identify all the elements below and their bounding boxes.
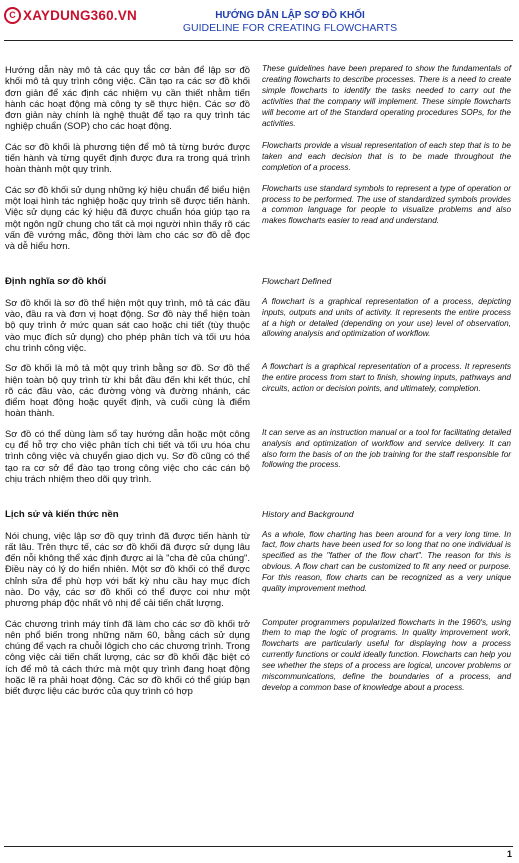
paragraph-row: [0, 530, 519, 609]
english-paragraph: A flowchart is a graphical representation of a process, depicting inputs, outputs and units of activity. It represents the entire process at a high or detailed (depending on your use) level of observation, allowing analysis and optimization of workflow.: [262, 296, 511, 339]
english-paragraph: Computer programmers popularized flowcharts in the 1960's, using them to map the logic of programs. In quality improvement work, flowcharts are particularly useful for displaying how a process currently functions or could ideally function. Flowcharts can help you see whether the steps of a process are logical, uncover problems or miscommunications, define the boundaries of a process, and develop a common base of knowledge about a process.: [262, 617, 511, 693]
paragraph-row: [0, 184, 519, 252]
vietnamese-paragraph: Sơ đồ có thể dùng làm sổ tay hướng dẫn hoặc một công cụ để hỗ trợ cho việc phân tích chi tiết và tối ưu hóa chu trình công việc và chuyển giao dịch vụ. Sơ đồ cũng có thể tạo ra cơ sở để đào tạo trong công việc cho các cán bộ chịu trách nhiệm theo dõi quy trình.: [5, 427, 250, 484]
english-paragraph: These guidelines have been prepared to show the fundamentals of creating flowcharts to describe processes. There is a need to create simple flowcharts to identify the tasks needed to carry out the activities that the company will implement. These simple flowcharts will become art of the Standard operating procedures SOPs, for the activities.: [262, 64, 511, 128]
paragraph-row: [0, 618, 519, 697]
paragraph-row: [0, 64, 519, 132]
english-paragraph: Flowcharts provide a visual representation of each step that is to be taken and each decision that is to be made throughout the completion of a process.: [262, 140, 511, 172]
vietnamese-paragraph: Các sơ đồ khối sử dụng những ký hiệu chuẩn để biểu hiện một loại hình tác nghiệp hoặc quy trình sẽ được tiến hành. Việc sử dụng các ký hiệu đã được chuẩn hóa giúp tạo ra một ngôn ngữ chung cho tất cả mọi người nhìn thấy rõ các vấn đề vướng mắc, đồng thời làm cho các sơ đồ dễ đọc và dễ hiểu hơn.: [5, 183, 250, 252]
title-vietnamese: HƯỚNG DẪN LẬP SƠ ĐỒ KHỐI: [215, 10, 365, 21]
section-heading-english: History and Background: [262, 509, 354, 520]
section-heading-vietnamese: Định nghĩa sơ đồ khối: [5, 276, 107, 288]
vietnamese-paragraph: Các chương trình máy tính đã làm cho các sơ đồ khối trở nên phổ biến trong những năm 60, bằng cách sử dụng chúng để vạch ra chuỗi lôgich cho các chương trình. Trong công việc cải tiến chất lượng, các sơ đồ khối đặc biệt có ích để mô tả cách thức mà một quy trình đang hoạt động hoặc lẽ ra phải hoạt động. Các sơ đồ khối có thể giúp bạn biết được liệu các bước của quy trình có hợp: [5, 617, 250, 697]
section-heading-english: Flowchart Defined: [262, 276, 332, 287]
page-header: [0, 0, 519, 40]
site-logo: [4, 7, 137, 24]
vietnamese-paragraph: Nói chung, việc lập sơ đồ quy trình đã được tiến hành từ rất lâu. Trên thực tế, các sơ đồ khối đã được sử dụng lâu đến nỗi không thể xác định được ai là "cha đẻ của chúng". Điều này có lý do hiển nhiên. Một sơ đồ khối có thể được chỉnh sửa để phù hợp với bất kỳ nhu cầu hay mục đích nào. Do vậy, các sơ đồ khối có thể được coi như một phương pháp độc nhất vô nhị để cải tiến chất lượng.: [5, 529, 250, 609]
footer-divider: [4, 846, 513, 847]
paragraph-row: [0, 141, 519, 175]
copyright-icon: C: [4, 7, 21, 24]
paragraph-row: [0, 297, 519, 353]
section-heading-vietnamese: Lịch sử và kiến thức nền: [5, 509, 119, 521]
english-paragraph: Flowcharts use standard symbols to represent a type of operation or process to be performed. The use of standardized symbols provides a common language for people to visualize problems and also makes flowcharts easier to read and understand.: [262, 183, 511, 226]
logo-text: XAYDUNG360.VN: [23, 8, 137, 23]
title-english: GUIDELINE FOR CREATING FLOWCHARTS: [182, 22, 398, 34]
paragraph-row: [0, 428, 519, 484]
vietnamese-paragraph: Các sơ đồ khối là phương tiện để mô tả từng bước được tiến hành và từng quyết định được đưa ra trong quá trình hoàn thành một quy trình.: [5, 140, 250, 175]
english-paragraph: As a whole, flow charting has been around for a very long time. In fact, flow charts have been used for so long that no one individual is specified as the "father of the flow chart". The reason for this is obvious. A flow chart can be customized to fit any need or purpose. For this reason, flow charts can be recognized as a very unique quality improvement method.: [262, 529, 511, 594]
vietnamese-paragraph: Sơ đồ khối là sơ đồ thể hiện một quy trình, mô tả các đầu vào, đầu ra và đơn vị hoạt động. Sơ đồ này thể hiện toàn bộ quy trình ở mức quan sát cao hoặc chi tiết (tùy thuộc vào mục đích sử dụng) cho phép phân tích và tối ưu hóa chu trình công việc.: [5, 296, 250, 353]
section-heading-row: [0, 509, 519, 520]
header-divider: [4, 40, 513, 41]
page-number: 1: [506, 849, 512, 859]
english-paragraph: It can serve as an instruction manual or a tool for facilitating detailed analysis and optimization of workflow and service delivery. It can also form the basis of on the job training for the staff responsible for following the process.: [262, 427, 511, 470]
document-title: [130, 10, 450, 34]
section-heading-row: [0, 276, 519, 287]
bilingual-content: [0, 64, 519, 697]
vietnamese-paragraph: Hướng dẫn này mô tả các quy tắc cơ bản để lập sơ đồ khối mô tả quy trình công việc. Cần tạo ra các sơ đồ khối đơn giản để xác định các nhiệm vụ cần thiết nhằm tiến hành các hoạt động mà công ty sẽ thực hiện. Các sơ đồ đơn giản này chính là nghệ thuật để tạo ra quy trình tác nghiệp chuẩn (SOP) cho các hoạt động.: [5, 64, 250, 132]
vietnamese-paragraph: Sơ đồ khối là mô tả một quy trình bằng sơ đồ. Sơ đồ thể hiện toàn bộ quy trình từ khi bắt đầu đến khi kết thúc, chỉ rõ các đầu vào, các đường vòng và đường nhánh, các điểm hoạt động hoặc quyết định, và cuối cùng là điểm hoàn thành.: [5, 362, 250, 419]
paragraph-row: [0, 362, 519, 418]
english-paragraph: A flowchart is a graphical representation of a process. It represents the entire process from start to finish, showing inputs, pathways and circuits, action or decision points, and ultimately, completion.: [262, 362, 511, 394]
